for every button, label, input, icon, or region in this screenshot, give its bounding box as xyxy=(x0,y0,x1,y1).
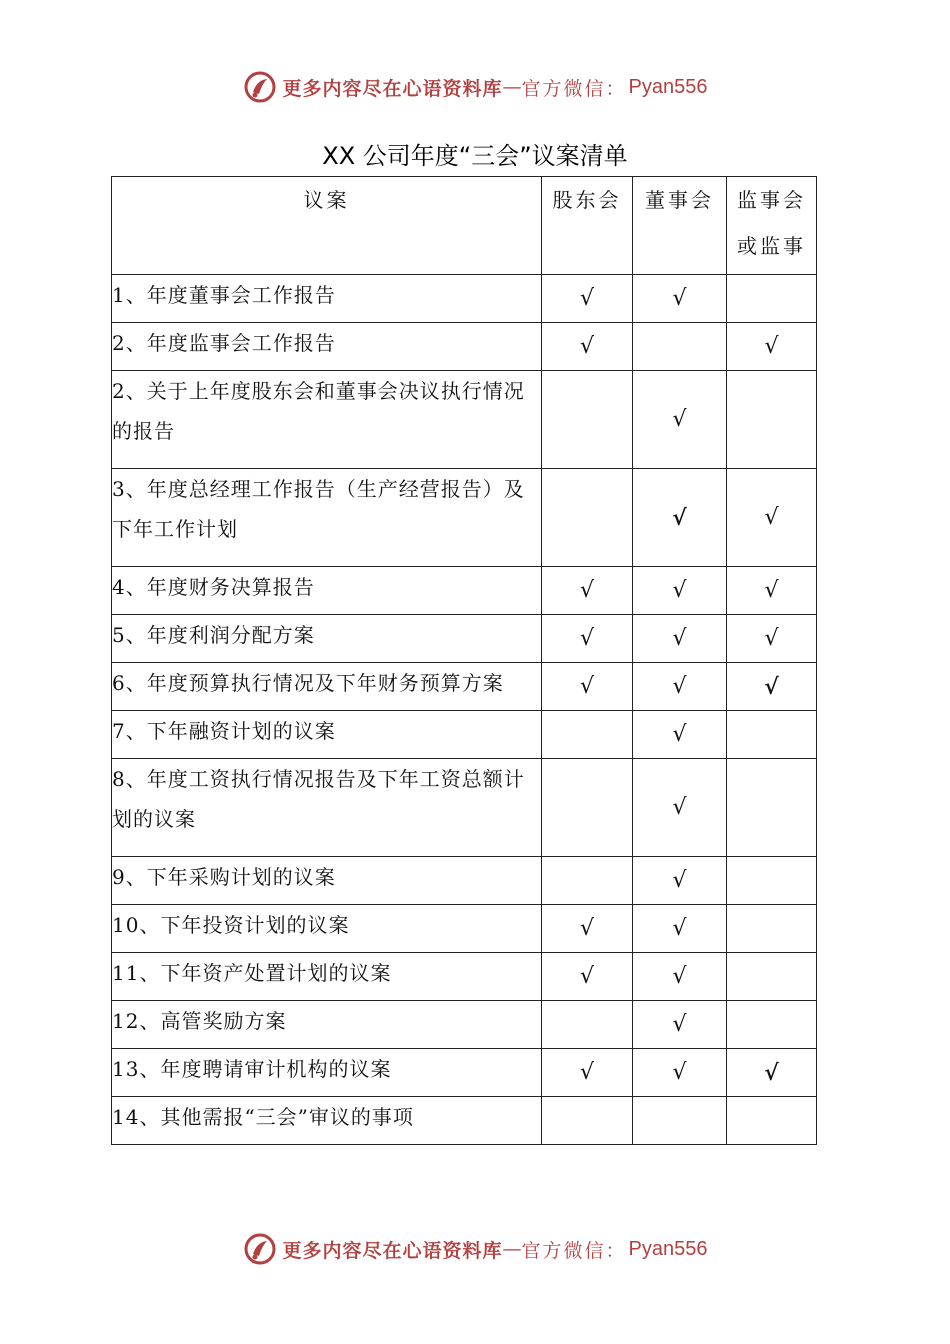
table-row xyxy=(112,1097,817,1145)
table-row xyxy=(112,323,817,371)
mark-supervisors: √ xyxy=(727,323,817,371)
mark-board: √ xyxy=(633,567,727,615)
row-item: 9、下年采购计划的议案 xyxy=(112,857,542,905)
banner-wechat-id: Pyan556 xyxy=(628,1237,708,1260)
row-item: 13、年度聘请审计机构的议案 xyxy=(112,1049,542,1097)
row-item: 2、关于上年度股东会和董事会决议执行情况的报告 xyxy=(112,371,542,469)
table-row xyxy=(112,905,817,953)
mark-shareholders xyxy=(542,371,633,469)
banner-text: 更多内容尽在心语资料库 xyxy=(282,1239,503,1262)
logo-icon xyxy=(243,1232,277,1266)
table-row xyxy=(112,469,817,567)
mark-shareholders xyxy=(542,857,633,905)
mark-shareholders xyxy=(542,711,633,759)
mark-supervisors: √ xyxy=(727,1049,817,1097)
table-row xyxy=(112,711,817,759)
row-item: 4、年度财务决算报告 xyxy=(112,567,542,615)
mark-board: √ xyxy=(633,1001,727,1049)
banner-dash: — xyxy=(502,1238,522,1260)
mark-shareholders: √ xyxy=(542,275,633,323)
table-row xyxy=(112,615,817,663)
mark-board: √ xyxy=(633,275,727,323)
row-item: 14、其他需报“三会”审议的事项 xyxy=(112,1097,542,1145)
mark-board: √ xyxy=(633,615,727,663)
mark-shareholders: √ xyxy=(542,567,633,615)
mark-supervisors xyxy=(727,857,817,905)
mark-board: √ xyxy=(633,469,727,567)
header-supervisors-line1: 监事会 xyxy=(737,188,806,212)
banner-wechat-label: 官方微信： xyxy=(521,1239,627,1262)
mark-board: √ xyxy=(633,711,727,759)
header-supervisors-line2: 或监事 xyxy=(737,234,806,258)
agenda-table xyxy=(111,176,817,1145)
mark-shareholders xyxy=(542,759,633,857)
header-supervisors xyxy=(727,177,817,275)
row-item: 2、年度监事会工作报告 xyxy=(112,323,542,371)
mark-board: √ xyxy=(633,663,727,711)
logo-icon xyxy=(243,70,277,104)
mark-board: √ xyxy=(633,1049,727,1097)
header-board: 董事会 xyxy=(633,177,727,275)
table-row xyxy=(112,275,817,323)
mark-board: √ xyxy=(633,371,727,469)
mark-supervisors: √ xyxy=(727,567,817,615)
header-banner xyxy=(0,70,950,104)
mark-supervisors xyxy=(727,759,817,857)
table-row xyxy=(112,663,817,711)
table-row xyxy=(112,371,817,469)
mark-supervisors xyxy=(727,1097,817,1145)
mark-supervisors xyxy=(727,275,817,323)
mark-board: √ xyxy=(633,759,727,857)
mark-supervisors: √ xyxy=(727,663,817,711)
row-item: 6、年度预算执行情况及下年财务预算方案 xyxy=(112,663,542,711)
mark-board: √ xyxy=(633,953,727,1001)
table-row xyxy=(112,567,817,615)
row-item: 10、下年投资计划的议案 xyxy=(112,905,542,953)
mark-shareholders xyxy=(542,1097,633,1145)
banner-wechat-label: 官方微信： xyxy=(521,77,627,100)
mark-supervisors: √ xyxy=(727,615,817,663)
mark-shareholders xyxy=(542,1001,633,1049)
footer-banner xyxy=(0,1232,950,1266)
mark-board: √ xyxy=(633,857,727,905)
mark-shareholders: √ xyxy=(542,663,633,711)
mark-supervisors: √ xyxy=(727,469,817,567)
mark-shareholders: √ xyxy=(542,323,633,371)
row-item: 3、年度总经理工作报告（生产经营报告）及下年工作计划 xyxy=(112,469,542,567)
banner-wechat-id: Pyan556 xyxy=(628,75,708,98)
row-item: 12、高管奖励方案 xyxy=(112,1001,542,1049)
mark-supervisors xyxy=(727,371,817,469)
mark-board: √ xyxy=(633,905,727,953)
mark-supervisors xyxy=(727,953,817,1001)
table-row xyxy=(112,953,817,1001)
table-row xyxy=(112,857,817,905)
mark-shareholders: √ xyxy=(542,615,633,663)
row-item: 1、年度董事会工作报告 xyxy=(112,275,542,323)
table-row xyxy=(112,1049,817,1097)
mark-board xyxy=(633,1097,727,1145)
row-item: 8、年度工资执行情况报告及下年工资总额计划的议案 xyxy=(112,759,542,857)
mark-shareholders: √ xyxy=(542,953,633,1001)
row-item: 5、年度利润分配方案 xyxy=(112,615,542,663)
banner-text: 更多内容尽在心语资料库 xyxy=(282,77,503,100)
table-header-row xyxy=(112,177,817,275)
page-title: XX 公司年度“三会”议案清单 xyxy=(322,142,628,170)
banner-dash: — xyxy=(502,76,522,98)
table-row xyxy=(112,1001,817,1049)
mark-supervisors xyxy=(727,905,817,953)
header-item: 议案 xyxy=(112,177,542,275)
mark-shareholders: √ xyxy=(542,1049,633,1097)
mark-supervisors xyxy=(727,1001,817,1049)
row-item: 7、下年融资计划的议案 xyxy=(112,711,542,759)
mark-board xyxy=(633,323,727,371)
header-shareholders: 股东会 xyxy=(542,177,633,275)
mark-supervisors xyxy=(727,711,817,759)
mark-shareholders: √ xyxy=(542,905,633,953)
table-row xyxy=(112,759,817,857)
row-item: 11、下年资产处置计划的议案 xyxy=(112,953,542,1001)
mark-shareholders xyxy=(542,469,633,567)
